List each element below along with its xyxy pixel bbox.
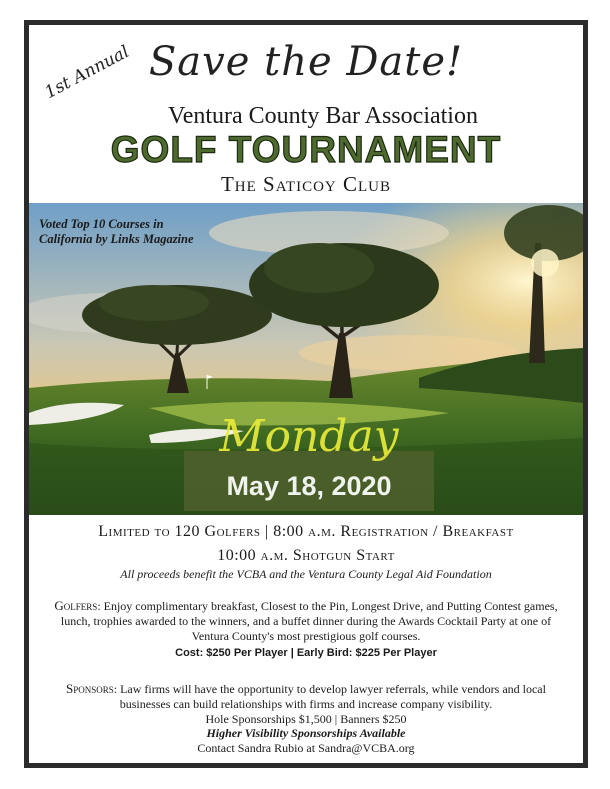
save-the-date-heading: Save the Date!: [148, 39, 464, 85]
golfers-label: Golfers: [54, 598, 98, 613]
sponsors-section: [59, 681, 553, 755]
flyer-header: [29, 25, 583, 203]
golf-course-photo: [29, 203, 583, 515]
sponsors-description: : Law firms will have the opportunity to develop lawyer referrals, while vendors and local businesses can build relationships with firms and increase company visibility.: [113, 682, 546, 711]
annual-label: 1st Annual: [41, 41, 133, 103]
event-date: May 18, 2020: [226, 471, 392, 501]
cost-line: Cost: $250 Per Player | Early Bird: $225 Per Player: [175, 647, 437, 659]
proceeds-note: All proceeds benefit the VCBA and the Ventura County Legal Aid Foundation: [120, 567, 492, 581]
contact-line: Contact Sandra Rubio at Sandra@VCBA.org: [197, 741, 415, 755]
sponsorship-pricing: Hole Sponsorships $1,500 | Banners $250: [205, 712, 407, 726]
venue-name: The Saticoy Club: [220, 172, 391, 196]
event-title: GOLF TOURNAMENT: [110, 129, 502, 170]
higher-visibility-note: Higher Visibility Sponsorships Available: [206, 726, 406, 740]
date-banner: [184, 411, 434, 511]
day-label: Monday: [219, 411, 399, 462]
shotgun-start-line: 10:00 a.m. Shotgun Start: [217, 547, 395, 564]
sponsors-label: Sponsors: [66, 681, 114, 696]
golfers-section: [43, 598, 569, 661]
association-name: Ventura County Bar Association: [168, 103, 478, 129]
voted-top-ten-callout: Voted Top 10 Courses in California by Links Magazine: [39, 217, 194, 246]
flyer-frame: [24, 20, 588, 768]
golfers-description: : Enjoy complimentary breakfast, Closest to the Pin, Longest Drive, and Putting Contest games, lunch, trophies awarded to the winners, and a buffet dinner during the Awards Cocktail Party at one of Ventura County's most prestigious golf courses.: [60, 599, 558, 643]
capacity-registration-line: Limited to 120 Golfers | 8:00 a.m. Registration / Breakfast: [98, 523, 514, 540]
event-details: [29, 519, 583, 755]
